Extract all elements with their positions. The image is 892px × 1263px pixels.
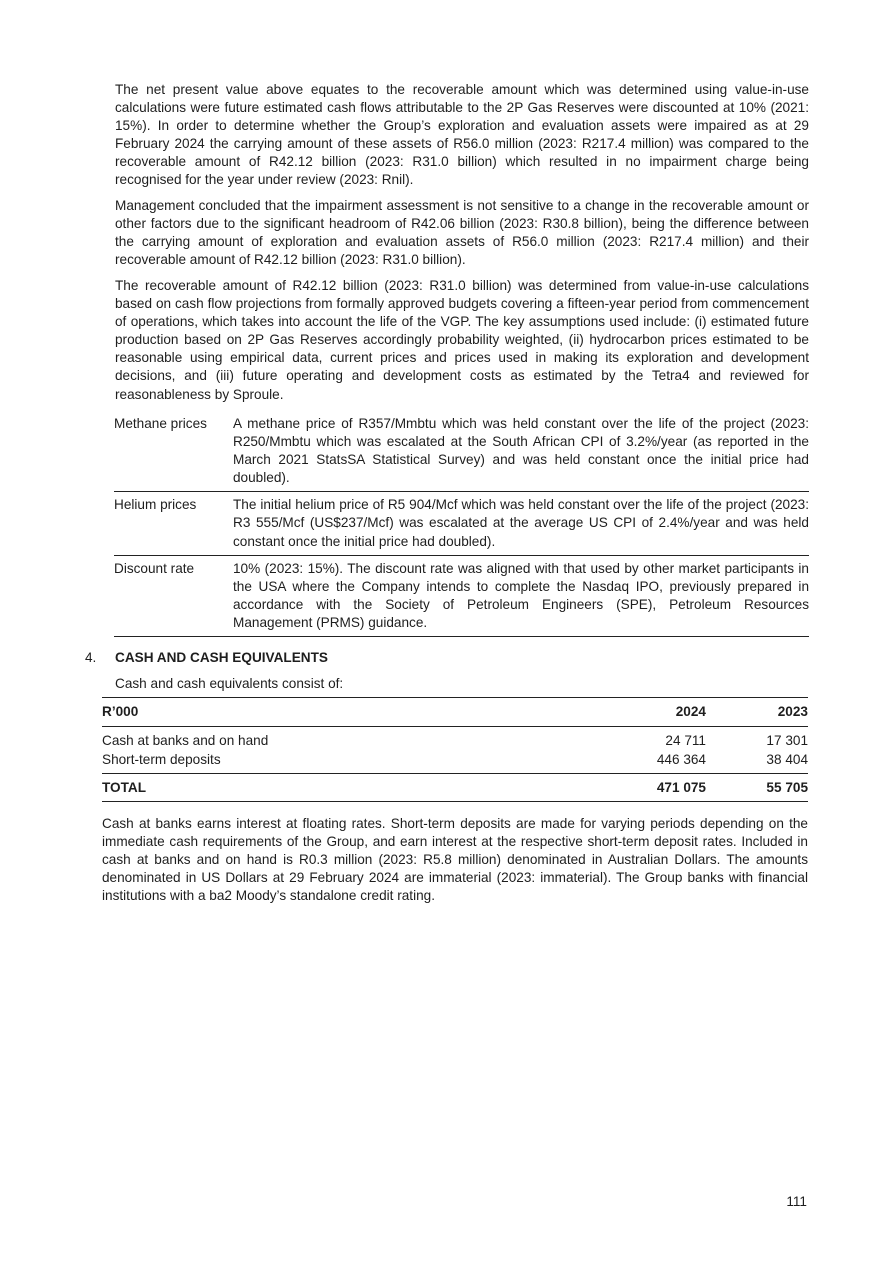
table-header-row — [102, 697, 808, 727]
total-label: TOTAL — [102, 779, 147, 795]
assumption-text: A methane price of R357/Mmbtu which was held constant over the life of the project (2023: R250/Mmbtu which was escalated at the South African CPI of 3.2%/year (as reported in the March 2021 StatsSA Statistical Survey) and was held constant once the initial price had doubled). — [233, 416, 809, 486]
paragraph-cash-notes: Cash at banks earns interest at floating rates. Short-term deposits are made for varying periods depending on the immediate cash requirements of the Group, and earn interest at the respective short-term deposit rates. Included in cash at banks and on hand is R0.3 million (2023: R5.8 million) denominated in Australian Dollars. The amounts denominated in US Dollars at 29 February 2024 are immaterial (2023: immaterial). The Group banks with financial institutions with a ba2 Moody’s standalone credit rating. — [102, 816, 808, 904]
page-number: 111 — [786, 1194, 807, 1209]
assumptions-table — [114, 411, 809, 637]
assumption-label: Helium prices — [114, 497, 197, 513]
row-label: Short-term deposits — [102, 752, 221, 767]
table-total-row — [102, 773, 808, 803]
value-2023: 38 404 — [766, 752, 808, 767]
header-cell-2024: 2024 — [675, 704, 706, 719]
header-cell-2023: 2023 — [777, 704, 808, 719]
section-heading — [85, 650, 328, 665]
row-label: Cash at banks and on hand — [102, 732, 269, 748]
assumption-row-methane — [114, 411, 809, 492]
header-cell-unit: R’000 — [102, 704, 139, 719]
assumption-label: Methane prices — [114, 416, 207, 431]
paragraph-key-assumptions: The recoverable amount of R42.12 billion (2023: R31.0 billion) was determined from value-in-use calculations based on cash flow projections from formally approved budgets covering a fifteen-year period from commencement of operations, which takes into account the life of the VGP. The key assumptions used include: (i) estimated future production based on 2P Gas Reserves accordingly probability weighted, (ii) hydrocarbon prices estimated to be reasonable using empirical data, current prices and prices used in making its exploration and development decisions, and (iii) future operating and development costs as estimated by the Tetra4 and reviewed for reasonableness by Sproule. — [115, 278, 809, 402]
table-row — [102, 750, 808, 770]
section-number: 4. — [85, 650, 97, 665]
paragraph-recoverable-amount: The net present value above equates to the recoverable amount which was determined using value-in-use calculations were future estimated cash flows attributable to the 2P Gas Reserves were discounted at 10% (2021: 15%). In order to determine whether the Group’s exploration and evaluation assets were impaired as at 29 February 2024 the carrying amount of these assets of R56.0 million (2023: R217.4 million) was compared to the recoverable amount of R42.12 billion (2023: R31.0 billion) which resulted in no impairment charge being recognised for the year under review (2023: Rnil). — [115, 82, 809, 188]
assumption-row-helium — [114, 492, 809, 555]
assumption-label: Discount rate — [114, 560, 195, 576]
value-2023: 17 301 — [766, 732, 808, 748]
section-title: CASH AND CASH EQUIVALENTS — [115, 650, 328, 665]
value-2024: 24 711 — [665, 732, 706, 748]
table-body — [102, 727, 808, 773]
total-2024: 471 075 — [656, 779, 706, 795]
value-2024: 446 364 — [656, 752, 706, 767]
paragraph-sensitivity: Management concluded that the impairment assessment is not sensitive to a change in the recoverable amount or other factors due to the significant headroom of R42.06 billion (2023: R30.8 billion), being the difference between the carrying amount of exploration and evaluation assets of R56.0 million (2023: R217.4 million) and their recoverable amount of R42.12 billion (2023: R31.0 billion). — [115, 198, 809, 268]
table-row — [102, 731, 808, 751]
section-intro: Cash and cash equivalents consist of: — [115, 676, 344, 691]
assumption-text: The initial helium price of R5 904/Mcf which was held constant over the life of the project (2023: R3 555/Mcf (US$237/Mcf) was escalated at the average US CPI of 2.4%/year and was held constant once the initial price had doubled). — [233, 497, 809, 549]
cash-equivalents-table — [102, 697, 808, 802]
assumption-text: 10% (2023: 15%). The discount rate was aligned with that used by other market participants in the USA where the Company intends to complete the Nasdaq IPO, previously prepared in accordance with the Society of Petroleum Engineers (SPE), Petroleum Resources Management (PRMS) guidance. — [233, 560, 809, 630]
assumption-row-discount-rate — [114, 556, 809, 637]
total-2023: 55 705 — [766, 779, 808, 795]
